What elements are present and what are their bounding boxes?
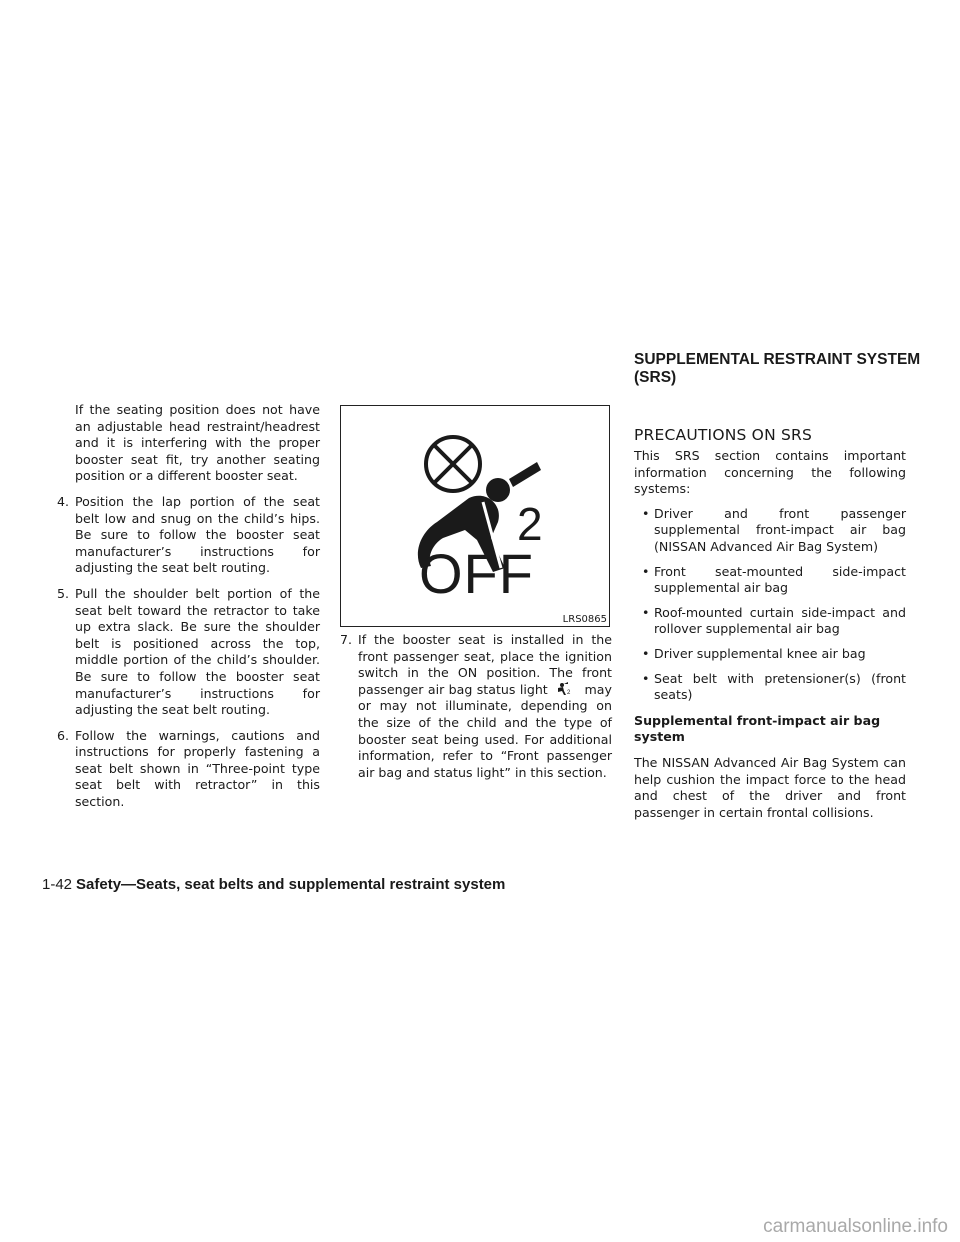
step-text: Position the lap portion of the seat belt low and snug on the child’s hips. Be sure to follow the booster seat manufacturer’s instructions for adjusting the seat belt routing. [75, 493, 320, 576]
status-light-number: 2 [567, 689, 571, 696]
passenger-air-bag-off-icon [341, 406, 609, 626]
step-number: 7. [340, 632, 353, 647]
column-middle [340, 632, 612, 781]
continuation-paragraph: If the seating position does not have an adjustable head restraint/headrest and it is interfering with the proper booster seat fit, try another seating position or a different booster seat. [75, 402, 320, 484]
step-number: 5. [57, 585, 70, 601]
step-text-after: may or may not illuminate, depending on the size of the child and the type of booster seat being used. For additional information, refer to “Front passenger air bag and status light” in this section. [358, 681, 612, 780]
bullet-text: Seat belt with pretensioner(s) (front seats) [654, 670, 906, 703]
bold-heading: Supplemental front-impact air bag system [634, 712, 881, 745]
bullet-text: Driver supplemental knee air bag [654, 645, 866, 661]
watermark[interactable]: carmanualsonline.info [763, 1216, 948, 1237]
step-item [57, 494, 320, 577]
intro-paragraph: This SRS section contains important information concerning the following systems: [634, 448, 906, 497]
bullet-item: • Front seat-mounted side-impact supplemental air bag [642, 563, 906, 596]
column-left [57, 402, 320, 811]
bullet-text: Front seat-mounted side-impact supplemental air bag [654, 563, 906, 596]
bullet-item: • Driver supplemental knee air bag [642, 645, 866, 661]
bullet-item: • Roof-mounted curtain side-impact and rollover supplemental air bag [642, 604, 906, 637]
figure-number: 2 [517, 498, 543, 550]
figure-label: LRS0865 [562, 614, 607, 625]
subsection-title: PRECAUTIONS ON SRS [634, 426, 813, 444]
air-bag-status-light-icon [552, 682, 580, 696]
step-item [340, 632, 612, 781]
step-number: 6. [57, 727, 70, 743]
bullet-text: Driver and front passenger supplemental front-impact air bag (NISSAN Advanced Air Bag System) [654, 505, 906, 554]
step-item [57, 586, 320, 719]
footer-section-title: Safety—Seats, seat belts and supplemental restraint system [76, 876, 506, 893]
figure-off-text: OFF [419, 542, 534, 605]
body-paragraph: The NISSAN Advanced Air Bag System can help cushion the impact force to the head and chest of the driver and front passenger in certain frontal collisions. [634, 754, 906, 820]
column-right [634, 426, 906, 821]
step-item [57, 728, 320, 811]
bullet-item: • Seat belt with pretensioner(s) (front seats) [642, 670, 906, 703]
step-text: Follow the warnings, cautions and instructions for properly fastening a seat belt shown in “Three-point type seat belt with retractor” in this section. [75, 727, 320, 810]
page-footer [42, 876, 505, 894]
bullet-item: • Driver and front passenger supplemental front-impact air bag (NISSAN Advanced Air Bag System) [642, 505, 906, 554]
section-title: SUPPLEMENTAL RESTRAINT SYSTEM (SRS) [634, 351, 921, 386]
step-text-before: If the booster seat is installed in the front passenger seat, place the ignition switch in the ON position. The front passenger air bag status light [358, 632, 612, 697]
air-bag-off-figure [340, 405, 610, 627]
step-number: 4. [57, 493, 70, 509]
bullet-text: Roof-mounted curtain side-impact and rollover supplemental air bag [654, 604, 906, 637]
step-text: Pull the shoulder belt portion of the seat belt toward the retractor to take up extra slack. Be sure the shoulder belt is positioned across the top, middle portion of the child’s shoulder. Be sure to follow the booster seat manufacturer’s instructions for adjusting the seat belt routing. [75, 585, 320, 718]
page-number: 1-42 [42, 876, 73, 893]
